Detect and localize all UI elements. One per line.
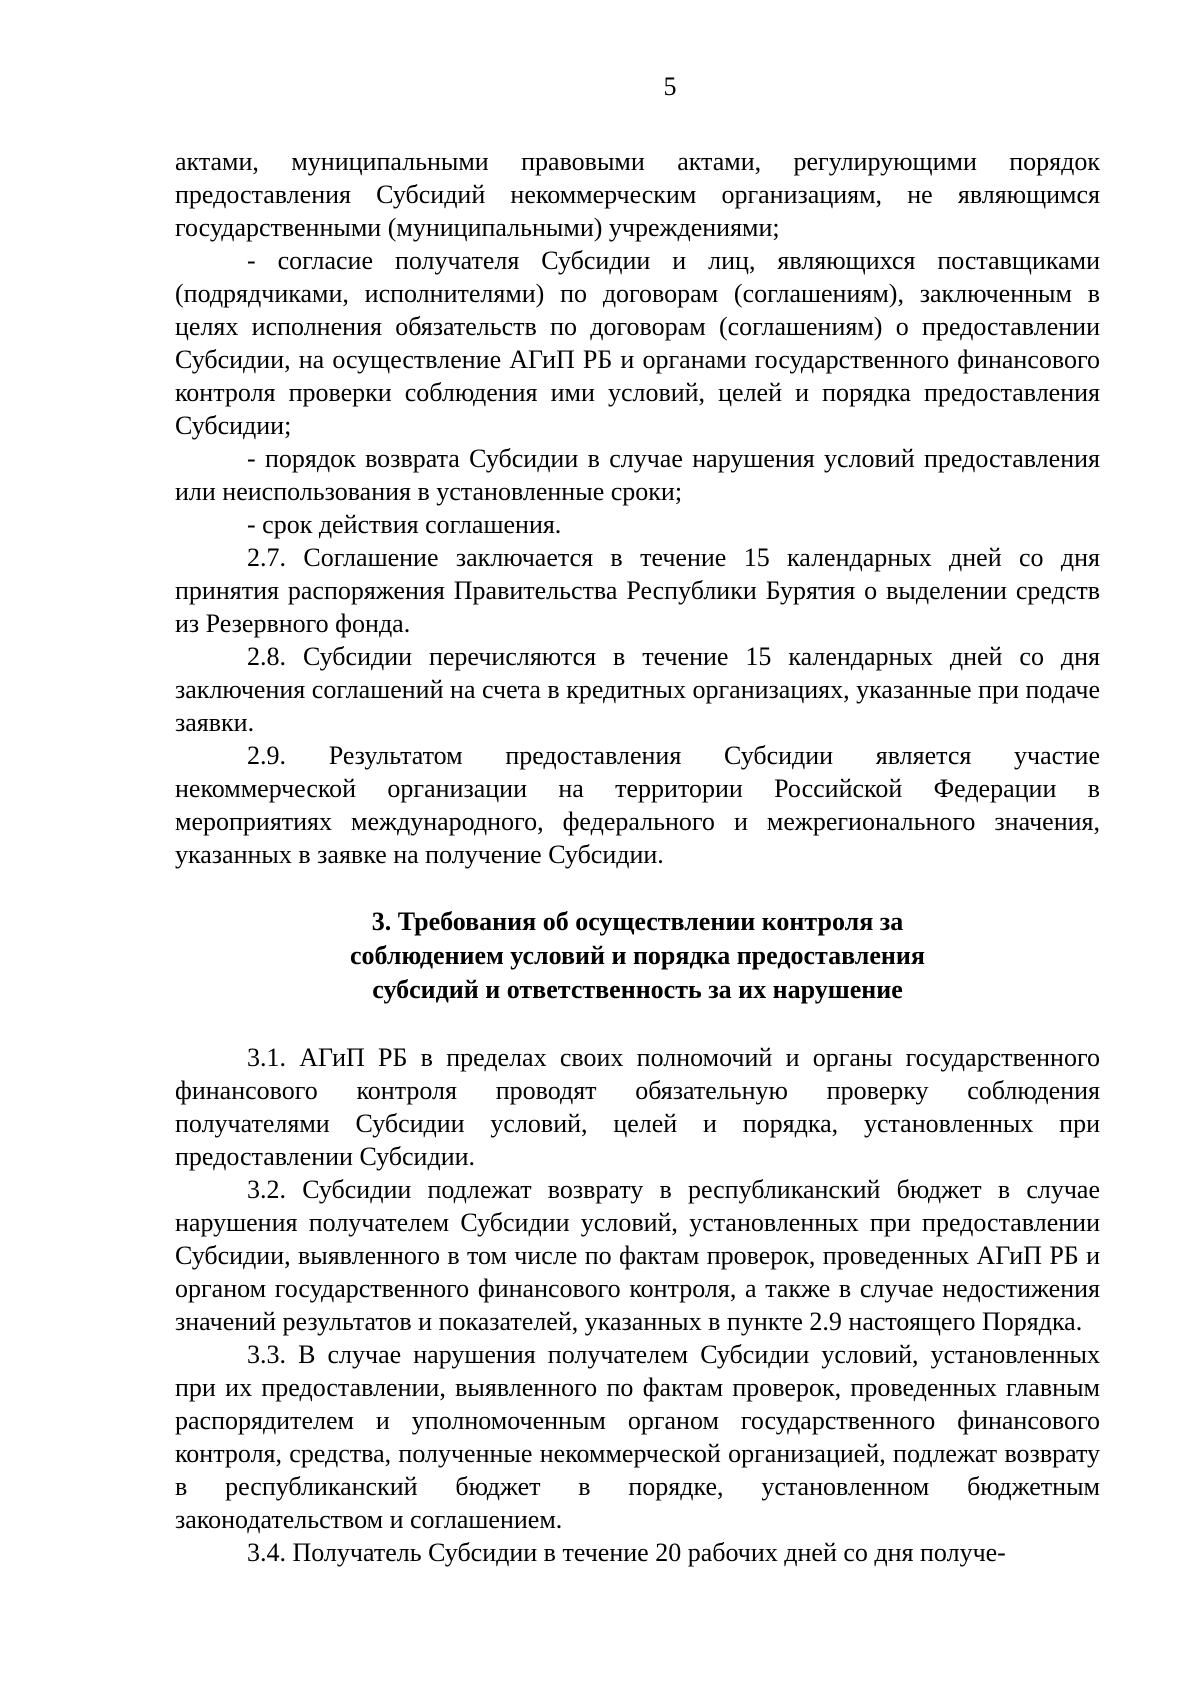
page-number: 5 [663, 72, 677, 101]
paragraph-term: - срок действия соглашения. [247, 510, 562, 539]
paragraph-2-9: 2.9. Результатом предоставления Субсидии является участие некоммерческой организации на территории Российской Федерации в мероприятиях международного, федерального и межрегионального значения, указанных в заявке на получение Субсидии. [175, 741, 1100, 869]
document-body [175, 145, 1100, 1569]
section-heading-line-3: субсидий и ответственность за их нарушение [372, 975, 903, 1004]
paragraph-return-procedure: - порядок возврата Субсидии в случае нарушения условий предоставления или неиспользования в установленные сроки; [175, 444, 1100, 506]
section-heading-line-2: соблюдением условий и порядка предоставления [350, 941, 925, 970]
paragraph-2-8: 2.8. Субсидии перечисляются в течение 15 календарных дней со дня заключения соглашений на счета в кредитных организациях, указанные при подаче заявки. [175, 642, 1100, 737]
paragraph-continuation: актами, муниципальными правовыми актами, регулирующими порядок предоставления Субсидий некоммерческим организациям, не являющимся государственными (муниципальными) учреждениями; [175, 147, 1100, 242]
paragraph-3-2: 3.2. Субсидии подлежат возврату в республиканский бюджет в случае нарушения получателем Субсидии условий, установленных при предоставлении Субсидии, выявленного в том числе по фактам проверок, проведенных АГиП РБ и органом государственного финансового контроля, а также в случае недостижения значений результатов и показателей, указанных в пункте 2.9 настоящего Порядка. [175, 1175, 1100, 1336]
paragraph-3-1: 3.1. АГиП РБ в пределах своих полномочий и органы государственного финансового контроля проводят обязательную проверку соблюдения получателями Субсидии условий, целей и порядка, установленных при предоставлении Субсидии. [175, 1043, 1100, 1171]
section-heading-3 [175, 905, 1100, 1007]
paragraph-2-7: 2.7. Соглашение заключается в течение 15 календарных дней со дня принятия распоряжения Правительства Республики Бурятия о выделении средств из Резервного фонда. [175, 543, 1100, 638]
paragraph-consent: - согласие получателя Субсидии и лиц, являющихся поставщиками (подрядчиками, исполнителями) по договорам (соглашениям), заключенным в целях исполнения обязательств по договорам (соглашениям) о предоставлении Субсидии, на осуществление АГиП РБ и органами государственного финансового контроля проверки соблюдения ими условий, целей и порядка предоставления Субсидии; [175, 246, 1100, 440]
paragraph-3-4: 3.4. Получатель Субсидии в течение 20 рабочих дней со дня получе- [247, 1538, 1006, 1567]
section-heading-line-1: 3. Требования об осуществлении контроля за [371, 907, 904, 936]
paragraph-3-3: 3.3. В случае нарушения получателем Субсидии условий, установленных при их предоставлении, выявленного по фактам проверок, проведенных главным распорядителем и уполномоченным органом государственного финансового контроля, средства, полученные некоммерческой организацией, подлежат возврату в республиканский бюджет в порядке, установленном бюджетным законодательством и соглашением. [175, 1340, 1100, 1534]
